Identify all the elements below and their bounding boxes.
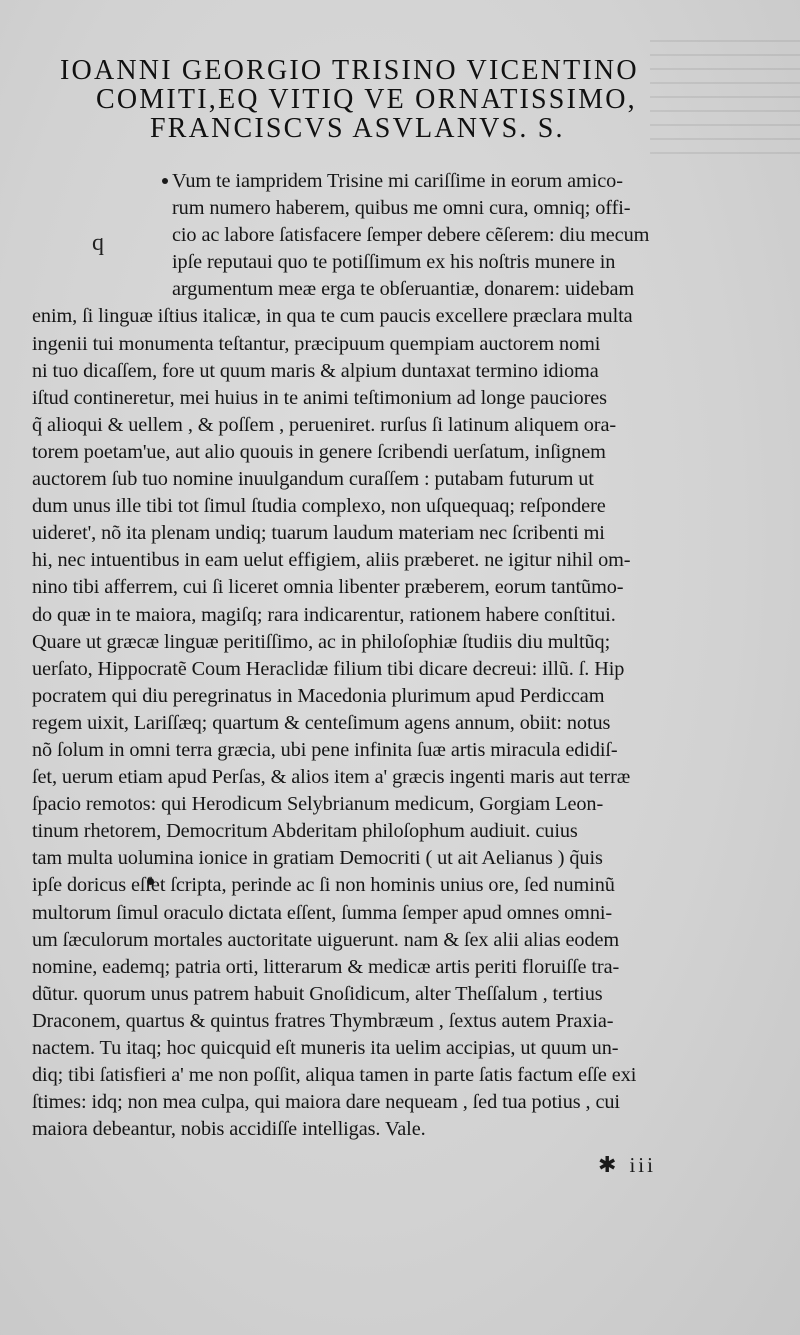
text-line: tam multa uolumina ionice in gratiam Democriti ( ut ait Aelianus ) q̃uis [32, 847, 603, 870]
text-line: argumentum meæ erga te obſeruantiæ, donarem: uidebam [172, 278, 635, 301]
text-line: uerſato, Hippocratẽ Coum Heraclidæ filium tibi dicare decreui: illũ. ſ. Hip [32, 657, 625, 680]
letter-body [32, 168, 722, 1143]
text-line: ſet, uerum etiam apud Perſas, & alios item a' græcis ingenti maris aut terræ [32, 766, 631, 789]
heading-line-2: COMITI,EQ VITIQ VE ORNATISSIMO, [96, 84, 637, 115]
text-line: rum numero haberem, quibus me omni cura, omniq; offi- [172, 197, 631, 220]
heading-line-3: FRANCISCVS ASVLANVS. S. [150, 113, 565, 144]
text-line: q̃ alioqui & uellem , & poſſem , perueniret. rurſus ſi latinum aliquem ora- [32, 413, 616, 436]
heading-line-1: IOANNI GEORGIO TRISINO VICENTINO [60, 55, 639, 86]
text-line: nomine, eademq; patria orti, litterarum & medicæ artis periti floruiſſe tra- [32, 955, 620, 978]
text-line: hi, nec intuentibus in eam uelut effigiem, aliis præberet. ne igitur nihil om- [32, 549, 631, 572]
text-line: iſtud contineretur, mei huius in te animi teſtimonium ad longe pauciores [32, 386, 607, 409]
text-line: ſtimes: idq; non mea culpa, qui maiora dare nequeam , ſed tua potius , cui [32, 1091, 620, 1114]
text-line: dum unus ille tibi tot ſimul ſtudia complexo, non uſquequaq; reſpondere [32, 495, 606, 518]
text-line: ni tuo dicaſſem, fore ut quum maris & alpium duntaxat termino idioma [32, 359, 599, 382]
text-line: diq; tibi ſatisfieri a' me non poſſit, aliqua tamen in parte ſatis factum eſſe exi [32, 1064, 637, 1087]
show-through-text [650, 40, 800, 160]
text-line: multorum ſimul oraculo dictata eſſent, ſumma ſemper apud omnes omni- [32, 901, 613, 924]
text-line: ingenii tui monumenta teſtantur, præcipuum quempiam auctorem nomi [32, 332, 601, 355]
text-line: ipſe doricus eſſet ſcripta, perinde ac ſi non hominis unius ore, ſed numinũ [32, 874, 615, 897]
text-line: cio ac labore ſatisfacere ſemper debere cẽſerem: diu mecum [172, 224, 650, 247]
text-line: uideret', nõ ita plenam undiq; tuarum laudum materiam nec ſcribenti mi [32, 522, 605, 545]
text-line: um ſæculorum mortales auctoritate uiguerunt. nam & ſex alii alias eodem [32, 928, 620, 951]
text-line: enim, ſi linguæ iſtius italicæ, in qua te cum paucis excellere præclara multa [32, 305, 633, 328]
asterisk-icon: ✱ [598, 1152, 620, 1177]
signature-numeral: iii [629, 1153, 656, 1177]
text-line: regem uixit, Lariſſæq; quartum & centeſimum agens annum, obiit: notus [32, 711, 611, 734]
text-line: do quæ in te maiora, magiſq; rara indicarentur, rationem habere conſtitui. [32, 603, 616, 626]
text-line: Draconem, quartus & quintus fratres Thymbræum , ſextus autem Praxia- [32, 1009, 614, 1032]
text-line: pocratem qui diu peregrinatus in Macedonia plurimum apud Perdiccam [32, 684, 605, 707]
text-line: ſpacio remotos: qui Herodicum Selybrianum medicum, Gorgiam Leon- [32, 793, 604, 816]
text-line: torem poetam'ue, aut alio quouis in genere ſcribendi uerſatum, inſignem [32, 440, 606, 463]
text-line: nõ ſolum in omni terra græcia, ubi pene infinita ſuæ artis miracula edidiſ- [32, 738, 618, 761]
text-line: nino tibi afferrem, cui ſi liceret omnia libenter præberem, eorum tantũmo- [32, 576, 624, 599]
text-line: nactem. Tu itaq; hoc quicquid eſt muneris ita uelim accipias, ut quum un- [32, 1037, 619, 1059]
dedication-heading [60, 56, 660, 143]
guide-letter: q [92, 230, 104, 256]
text-line: ipſe reputaui quo te potiſſimum ex his noſtris munere in [172, 251, 616, 274]
text-line: auctorem ſub tuo nomine inuulgandum curaſſem : putabam futurum ut [32, 468, 594, 491]
signature-mark [598, 1152, 656, 1178]
text-line: tinum rhetorem, Democritum Abderitam philoſophum audiuit. cuius [32, 820, 578, 843]
text-line: Quare ut græcæ linguæ peritiſſimo, ac in philoſophiæ ſtudiis diu multũq; [32, 630, 611, 653]
text-line: Vum te iampridem Trisine mi cariſſime in eorum amico- [172, 170, 623, 192]
text-line: maiora debeantur, nobis accidiſſe intelligas. Vale. [32, 1118, 426, 1141]
text-line: dũtur. quorum unus patrem habuit Gnoſidicum, alter Theſſalum , tertius [32, 982, 603, 1005]
